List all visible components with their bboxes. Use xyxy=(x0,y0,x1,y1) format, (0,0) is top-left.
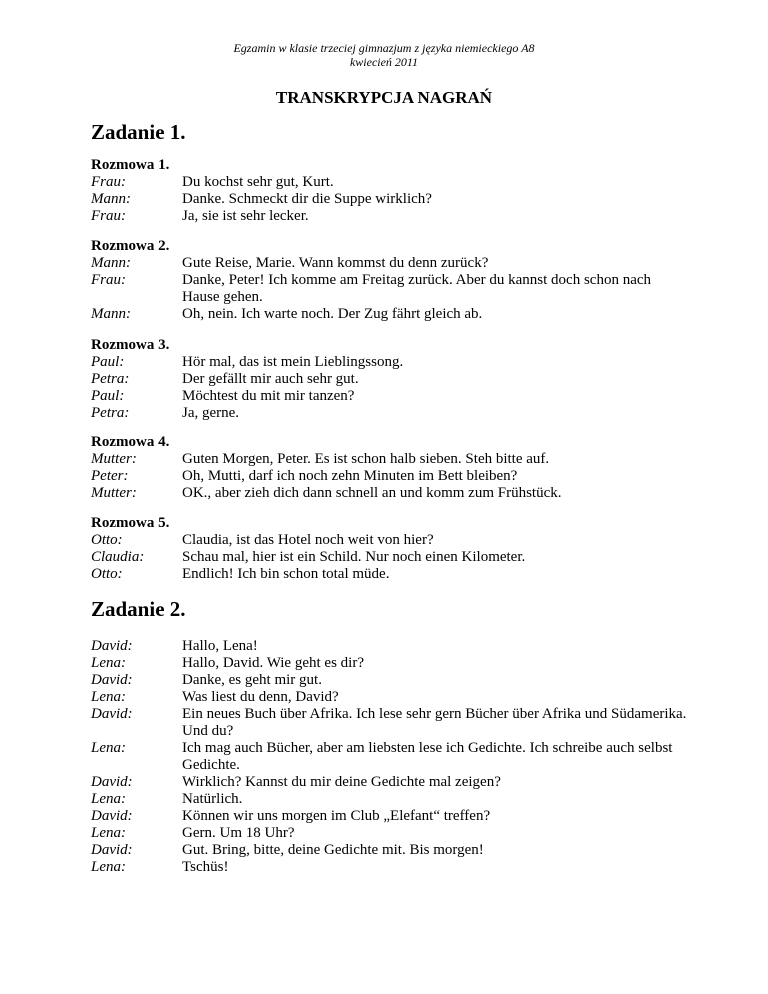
speaker: Frau: xyxy=(91,208,126,224)
utterance: Der gefällt mir auch sehr gut. xyxy=(182,371,359,387)
speaker: Frau: xyxy=(91,272,126,288)
utterance: Guten Morgen, Peter. Es ist schon halb sieben. Steh bitte auf. xyxy=(182,451,550,467)
dialogue-line xyxy=(91,655,691,672)
dialogue-line xyxy=(91,672,691,689)
page-title: TRANSKRYPCJA NAGRAŃ xyxy=(275,88,493,107)
zadanie-1-heading: Zadanie 1. xyxy=(91,120,186,144)
utterance: Gern. Um 18 Uhr? xyxy=(182,825,295,841)
dialogue-line xyxy=(91,451,691,468)
speaker: Otto: xyxy=(91,532,123,548)
speaker: Lena: xyxy=(91,825,126,841)
rozmowa-title: Rozmowa 3. xyxy=(91,337,170,353)
utterance: Ein neues Buch über Afrika. Ich lese sehr gern Bücher über Afrika und Südamerika. Und du? xyxy=(182,706,687,739)
speaker: Lena: xyxy=(91,689,126,705)
dialogue-line xyxy=(91,255,691,272)
rozmowa-title: Rozmowa 1. xyxy=(91,157,170,173)
speaker: Mann: xyxy=(91,306,131,322)
dialogue-line xyxy=(91,706,691,740)
speaker: Mann: xyxy=(91,255,131,271)
speaker: Mann: xyxy=(91,191,131,207)
utterance: Natürlich. xyxy=(182,791,243,807)
dialogue-line xyxy=(91,859,691,876)
utterance: Gut. Bring, bitte, deine Gedichte mit. Bis morgen! xyxy=(182,842,484,858)
dialogue-line xyxy=(91,566,691,583)
speaker: Claudia: xyxy=(91,549,145,565)
speaker: David: xyxy=(91,672,133,688)
utterance: Ich mag auch Bücher, aber am liebsten lese ich Gedichte. Ich schreibe auch selbst Gedichte. xyxy=(182,740,673,773)
rozmowa-3 xyxy=(91,337,691,422)
utterance: Claudia, ist das Hotel noch weit von hier? xyxy=(182,532,434,548)
utterance: Ja, gerne. xyxy=(182,405,240,421)
speaker: Mutter: xyxy=(91,451,137,467)
dialogue-line xyxy=(91,272,691,306)
utterance: Danke. Schmeckt dir die Suppe wirklich? xyxy=(182,191,432,207)
dialogue-line xyxy=(91,689,691,706)
speaker: Petra: xyxy=(91,405,130,421)
dialogue-line xyxy=(91,388,691,405)
dialogue-line xyxy=(91,191,691,208)
utterance: Du kochst sehr gut, Kurt. xyxy=(182,174,334,190)
utterance: Tschüs! xyxy=(182,859,229,875)
dialogue-line xyxy=(91,306,691,323)
speaker: Lena: xyxy=(91,655,126,671)
dialogue-line xyxy=(91,174,691,191)
rozmowa-4 xyxy=(91,434,691,502)
speaker: David: xyxy=(91,774,133,790)
speaker: Lena: xyxy=(91,791,126,807)
dialogue-line xyxy=(91,208,691,225)
speaker: David: xyxy=(91,808,133,824)
exam-header-line-2: kwiecień 2011 xyxy=(349,55,419,69)
utterance: Hallo, David. Wie geht es dir? xyxy=(182,655,364,671)
utterance: Schau mal, hier ist ein Schild. Nur noch einen Kilometer. xyxy=(182,549,526,565)
dialogue-line xyxy=(91,638,691,655)
speaker: Petra: xyxy=(91,371,130,387)
utterance: Ja, sie ist sehr lecker. xyxy=(182,208,309,224)
utterance: Endlich! Ich bin schon total müde. xyxy=(182,566,390,582)
speaker: Lena: xyxy=(91,740,126,756)
utterance: Gute Reise, Marie. Wann kommst du denn zurück? xyxy=(182,255,489,271)
dialogue-line xyxy=(91,808,691,825)
speaker: Lena: xyxy=(91,859,126,875)
dialogue-line xyxy=(91,825,691,842)
utterance: Möchtest du mit mir tanzen? xyxy=(182,388,355,404)
rozmowa-title: Rozmowa 4. xyxy=(91,434,170,450)
dialogue-line xyxy=(91,791,691,808)
utterance: OK., aber zieh dich dann schnell an und komm zum Frühstück. xyxy=(182,485,562,501)
utterance: Danke, Peter! Ich komme am Freitag zurück. Aber du kannst doch schon nach Hause gehen. xyxy=(182,272,652,305)
dialogue-line xyxy=(91,468,691,485)
rozmowa-title: Rozmowa 2. xyxy=(91,238,170,254)
dialogue-line xyxy=(91,549,691,566)
dialogue-line xyxy=(91,354,691,371)
dialogue-line xyxy=(91,485,691,502)
dialogue-line xyxy=(91,842,691,859)
dialogue-line xyxy=(91,532,691,549)
utterance: Hallo, Lena! xyxy=(182,638,258,654)
dialogue-line xyxy=(91,740,691,774)
utterance: Was liest du denn, David? xyxy=(182,689,339,705)
exam-header-line-1: Egzamin w klasie trzeciej gimnazjum z języka niemieckiego A8 xyxy=(233,41,535,55)
utterance: Wirklich? Kannst du mir deine Gedichte mal zeigen? xyxy=(182,774,501,790)
speaker: David: xyxy=(91,842,133,858)
speaker: Mutter: xyxy=(91,485,137,501)
rozmowa-5 xyxy=(91,515,691,583)
dialogue-line xyxy=(91,405,691,422)
speaker: Frau: xyxy=(91,174,126,190)
speaker: Otto: xyxy=(91,566,123,582)
utterance: Hör mal, das ist mein Lieblingssong. xyxy=(182,354,404,370)
dialogue-line xyxy=(91,774,691,791)
utterance: Oh, nein. Ich warte noch. Der Zug fährt gleich ab. xyxy=(182,306,483,322)
speaker: Paul: xyxy=(91,388,125,404)
dialogue-line xyxy=(91,371,691,388)
speaker: David: xyxy=(91,706,133,722)
utterance: Oh, Mutti, darf ich noch zehn Minuten im Bett bleiben? xyxy=(182,468,518,484)
zadanie-2-heading: Zadanie 2. xyxy=(91,597,186,621)
speaker: Peter: xyxy=(91,468,129,484)
zadanie-2-dialogue xyxy=(91,638,691,876)
speaker: David: xyxy=(91,638,133,654)
rozmowa-2 xyxy=(91,238,691,323)
speaker: Paul: xyxy=(91,354,125,370)
utterance: Können wir uns morgen im Club „Elefant“ treffen? xyxy=(182,808,491,824)
rozmowa-title: Rozmowa 5. xyxy=(91,515,170,531)
rozmowa-1 xyxy=(91,157,691,225)
utterance: Danke, es geht mir gut. xyxy=(182,672,322,688)
